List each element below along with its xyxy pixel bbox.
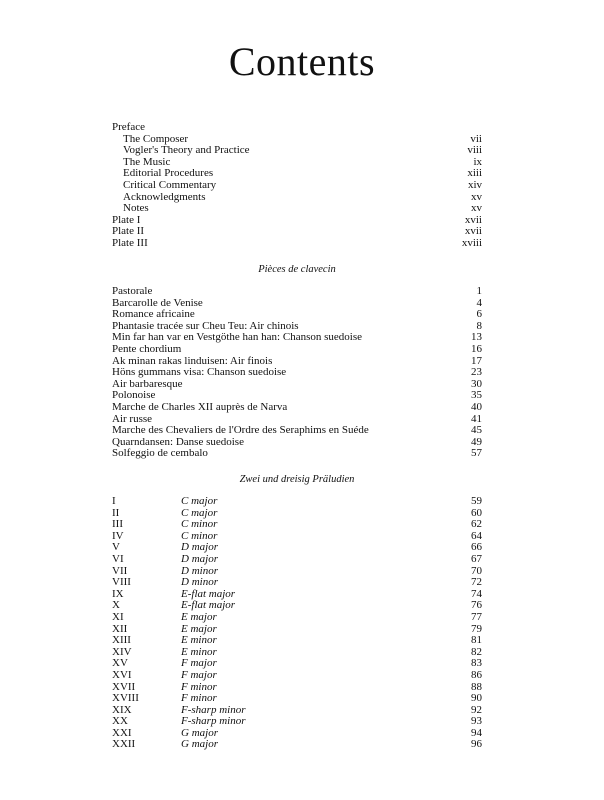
prelude-number: VII: [112, 564, 128, 577]
prelude-key: G major: [181, 738, 218, 751]
prelude-key: G major: [181, 726, 218, 739]
prelude-number: XV: [112, 657, 128, 670]
page-number: ix: [473, 155, 482, 168]
page-number: 90: [471, 692, 482, 705]
prelude-key: C minor: [181, 529, 218, 542]
entry-title: Plate I: [112, 213, 141, 226]
prelude-entry: [112, 566, 482, 578]
page-number: 81: [471, 634, 482, 647]
page-number: 60: [471, 506, 482, 519]
toc-entry: [112, 379, 482, 391]
entry-title: Polonoise: [112, 389, 156, 402]
prelude-number: I: [112, 495, 116, 507]
entry-title: Pente chordium: [112, 342, 182, 355]
toc-entry: [112, 192, 482, 204]
prelude-number: XVI: [112, 668, 132, 681]
page-number: 82: [471, 645, 482, 658]
page-number: 67: [471, 552, 482, 565]
page-number: xiv: [467, 178, 482, 191]
prelude-entry: [112, 577, 482, 589]
entry-title: The Composer: [123, 132, 189, 145]
prelude-number: V: [112, 541, 120, 554]
front-matter-list: [112, 122, 482, 250]
prelude-key: E minor: [181, 645, 217, 658]
toc-entry: [112, 122, 482, 134]
prelude-entry: [112, 542, 482, 554]
prelude-entry: [112, 589, 482, 601]
page-number: 74: [471, 587, 482, 600]
page-number: 77: [471, 610, 482, 623]
section-heading-preludes: Zwei und dreisig Präludien: [239, 474, 355, 485]
prelude-key: E-flat major: [181, 599, 236, 612]
prelude-number: XII: [112, 622, 128, 635]
page-number: 92: [471, 703, 482, 716]
prelude-number: XI: [112, 610, 124, 623]
page-number: 62: [471, 518, 482, 531]
entry-title: Marche de Charles XII auprès de Narva: [112, 400, 288, 413]
page-number: 94: [471, 726, 482, 739]
prelude-key: F minor: [181, 680, 217, 693]
toc-entry: [112, 448, 482, 460]
prelude-number: II: [112, 506, 120, 519]
prelude-key: F major: [181, 657, 217, 670]
prelude-key: C minor: [181, 518, 218, 531]
entry-title: Acknowledgments: [123, 190, 206, 203]
prelude-number: IV: [112, 529, 124, 542]
prelude-entry: [112, 635, 482, 647]
prelude-key: D major: [181, 552, 218, 565]
prelude-entry: [112, 531, 482, 543]
prelude-entry: [112, 682, 482, 694]
prelude-key: D minor: [181, 576, 218, 589]
prelude-key: E major: [181, 622, 217, 635]
prelude-number: III: [112, 518, 123, 531]
prelude-number: XVIII: [112, 692, 139, 705]
entry-title: Quarndansen: Danse suedoise: [112, 435, 244, 448]
prelude-key: E minor: [181, 634, 217, 647]
entry-title: Critical Commentary: [123, 178, 217, 191]
prelude-number: VIII: [112, 576, 131, 589]
section-heading-pieces: Pièces de clavecin: [258, 264, 336, 275]
page-number: 45: [471, 424, 482, 437]
page-number: 4: [476, 296, 482, 309]
page-number: 64: [471, 529, 482, 542]
entry-title: Höns gummans visa: Chanson suedoise: [112, 366, 287, 379]
preludes-list: [112, 496, 482, 751]
pieces-list: [112, 286, 482, 460]
page-number: viii: [467, 144, 482, 157]
page-number: 79: [471, 622, 482, 635]
toc-entry: [112, 215, 482, 227]
entry-title: Vogler's Theory and Practice: [123, 144, 250, 157]
page-number: 30: [471, 377, 482, 390]
entry-title: Marche des Chevaliers de l'Ordre des Seraphims en Suéde: [112, 424, 369, 437]
prelude-entry: [112, 508, 482, 520]
entry-title: The Music: [123, 155, 171, 168]
entry-title: Romance africaine: [112, 308, 195, 321]
prelude-number: X: [112, 599, 120, 612]
page-number: 72: [471, 576, 482, 589]
page-number: 49: [471, 435, 482, 448]
prelude-entry: [112, 658, 482, 670]
page-number: 17: [471, 354, 482, 367]
prelude-key: F major: [181, 668, 217, 681]
entry-title: Solfeggio de cembalo: [112, 447, 208, 460]
page-number: 1: [476, 285, 482, 297]
page-number: 35: [471, 389, 482, 402]
prelude-entry: [112, 647, 482, 659]
prelude-entry: [112, 519, 482, 531]
prelude-key: E-flat major: [181, 587, 236, 600]
page-number: 16: [471, 342, 482, 355]
page-number: 70: [471, 564, 482, 577]
prelude-key: D major: [181, 541, 218, 554]
toc-entry: [112, 203, 482, 215]
prelude-number: XXI: [112, 726, 132, 739]
page-number: 40: [471, 400, 482, 413]
entry-title: Air russe: [112, 412, 153, 425]
page-number: 96: [471, 738, 482, 751]
prelude-entry: [112, 739, 482, 751]
prelude-entry: [112, 728, 482, 740]
entry-title: Plate II: [112, 225, 145, 238]
page-number: xvii: [464, 213, 482, 226]
prelude-number: XIII: [112, 634, 131, 647]
page-title: Contents: [228, 39, 376, 84]
entry-title: Pastorale: [112, 285, 153, 297]
prelude-entry: [112, 624, 482, 636]
page-number: 88: [471, 680, 482, 693]
entry-title: Ak minan rakas linduisen: Air finois: [112, 354, 273, 367]
page-number: xvii: [464, 225, 482, 238]
prelude-key: C major: [181, 495, 218, 507]
toc-entry: [112, 402, 482, 414]
entry-title: Plate III: [112, 236, 148, 249]
entry-title: Notes: [123, 202, 149, 215]
page-number: 57: [471, 447, 482, 460]
page-number: 6: [476, 308, 482, 321]
toc-entry: [112, 238, 482, 250]
prelude-number: IX: [112, 587, 124, 600]
prelude-entry: [112, 554, 482, 566]
toc-entry: [112, 180, 482, 192]
prelude-number: XIX: [112, 703, 132, 716]
page-number: 8: [476, 319, 482, 332]
prelude-number: XVII: [112, 680, 136, 693]
page-number: 41: [471, 412, 482, 425]
page-number: 23: [471, 366, 482, 379]
prelude-entry: [112, 612, 482, 624]
prelude-entry: [112, 716, 482, 728]
page-number: vii: [470, 132, 482, 145]
prelude-entry: [112, 693, 482, 705]
toc-entry: [112, 226, 482, 238]
page-number: 86: [471, 668, 482, 681]
prelude-entry: [112, 705, 482, 717]
page-number: 83: [471, 657, 482, 670]
prelude-entry: [112, 600, 482, 612]
prelude-number: XIV: [112, 645, 132, 658]
entry-title: Barcarolle de Venise: [112, 296, 203, 309]
page-number: xviii: [461, 236, 482, 249]
prelude-key: D minor: [181, 564, 218, 577]
page-number: xv: [471, 202, 482, 215]
page-number: 66: [471, 541, 482, 554]
page-number: 59: [471, 495, 482, 507]
prelude-number: XXII: [112, 738, 136, 751]
prelude-key: E major: [181, 610, 217, 623]
page-number: 93: [471, 715, 482, 728]
entry-title: Editorial Procedures: [123, 167, 214, 180]
prelude-entry: [112, 496, 482, 508]
prelude-number: VI: [112, 552, 124, 565]
prelude-entry: [112, 670, 482, 682]
entry-title: Min far han var en Vestgöthe han han: Chanson suedoise: [112, 331, 362, 344]
entry-title: Phantasie tracée sur Cheu Teu: Air chinois: [112, 319, 299, 332]
prelude-key: C major: [181, 506, 218, 519]
prelude-key: F-sharp minor: [181, 715, 246, 728]
prelude-key: F-sharp minor: [181, 703, 246, 716]
prelude-number: XX: [112, 715, 128, 728]
entry-title: Air barbaresque: [112, 377, 183, 390]
prelude-key: F minor: [181, 692, 217, 705]
page-number: 13: [471, 331, 482, 344]
page-number: xv: [471, 190, 482, 203]
page-number: 76: [471, 599, 482, 612]
page-number: xiii: [467, 167, 482, 180]
entry-title: Preface: [112, 121, 145, 133]
